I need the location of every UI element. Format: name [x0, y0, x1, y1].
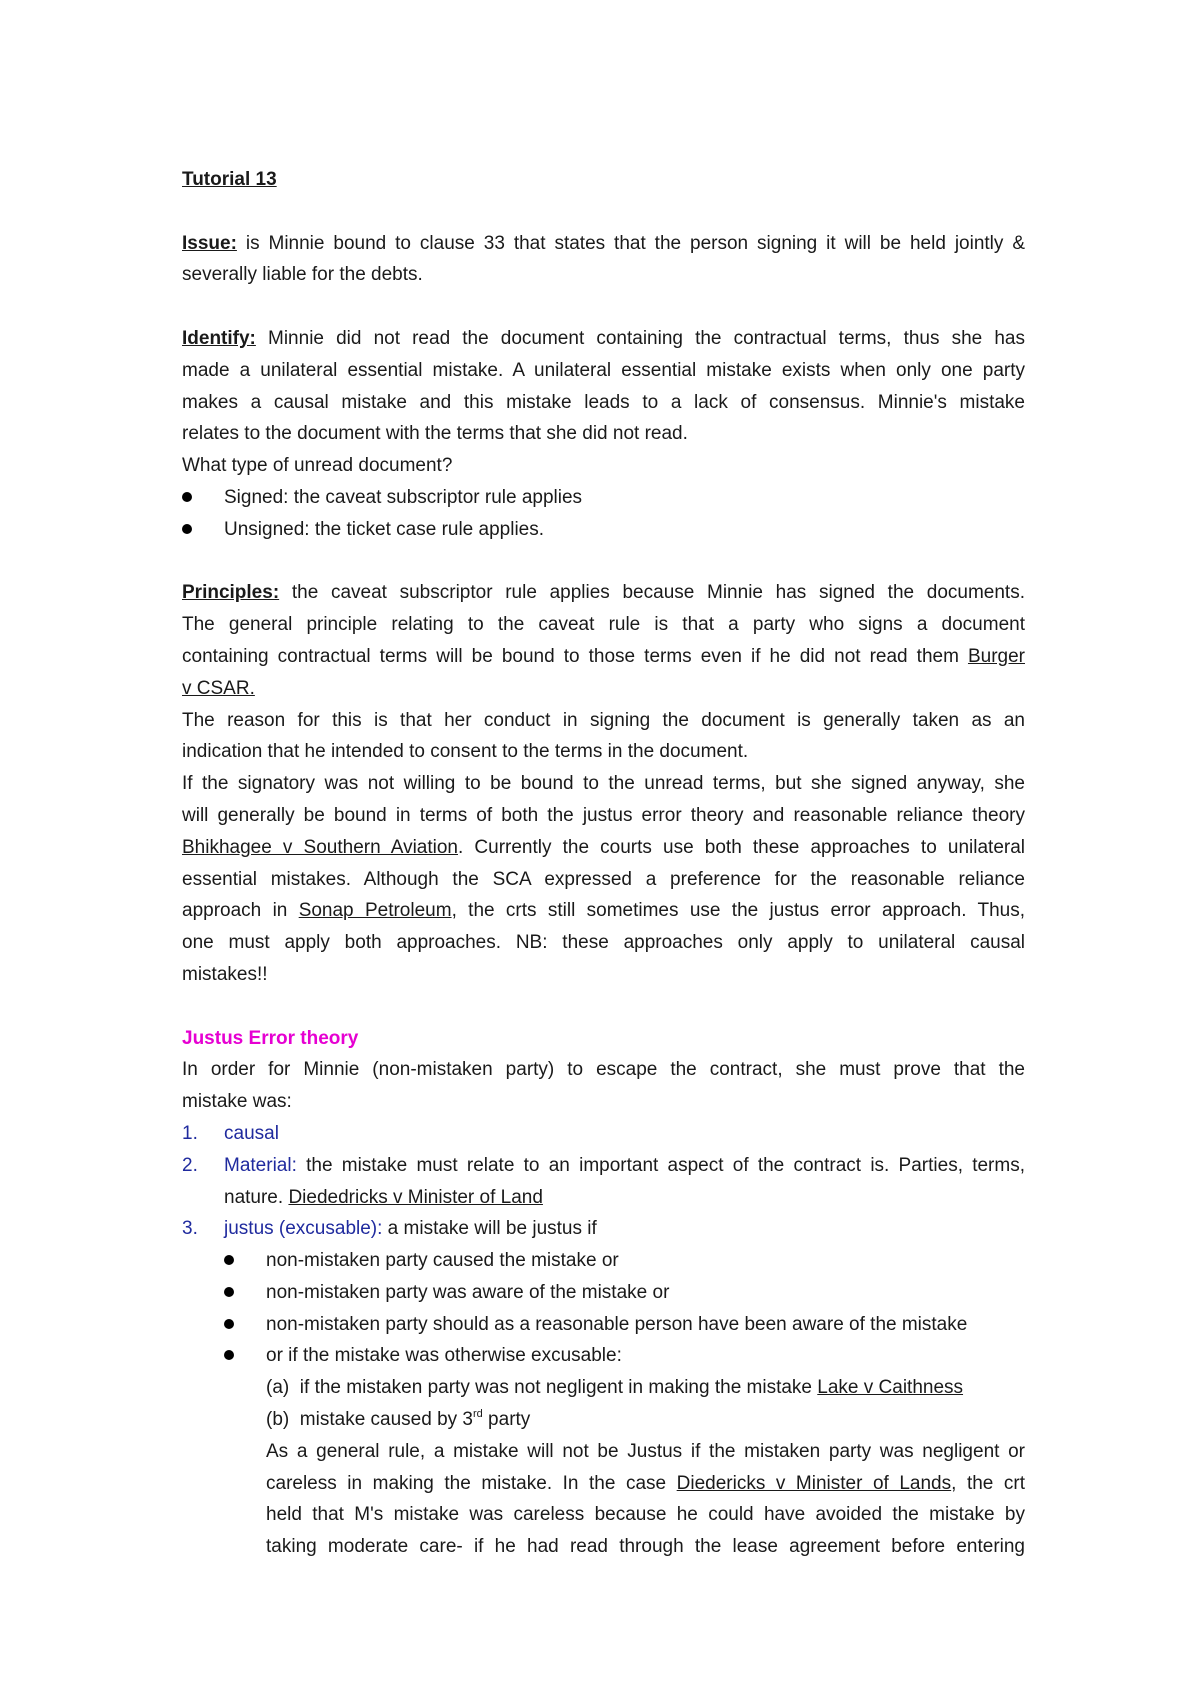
- list-item: Unsigned: the ticket case rule applies.: [182, 514, 1025, 546]
- principles-line-1: Principles: the caveat subscriptor rule applies because Minnie has signed the documents.: [182, 582, 1025, 604]
- issue-label: Issue:: [182, 232, 237, 254]
- bullet-icon: [224, 1340, 234, 1372]
- rule-line-4: taking moderate care- if he had read through the lease agreement before entering: [266, 1536, 1025, 1558]
- principles-p3-line-7: mistakes!!: [182, 963, 268, 985]
- principles-line-3: containing contractual terms will be bound to those terms even if he did not read them Burger: [182, 645, 1025, 667]
- principles-p3-line-4: essential mistakes. Although the SCA expressed a preference for the reasonable reliance: [182, 868, 1025, 890]
- bullet-icon: [182, 514, 192, 546]
- case-citation: v CSAR.: [182, 677, 255, 699]
- issue-line-1: Issue: is Minnie bound to clause 33 that states that the person signing it will be held jointly &: [182, 232, 1025, 254]
- identify-line-1: Identify: Minnie did not read the document containing the contractual terms, thus she has: [182, 327, 1025, 349]
- case-citation: Burger: [967, 645, 1025, 667]
- justus-intro-1: In order for Minnie (non-mistaken party) to escape the contract, she must prove that the: [182, 1059, 1025, 1081]
- document-page: [182, 164, 1025, 1563]
- page-title: Tutorial 13: [182, 169, 277, 190]
- case-citation: Diededricks v Minister of Land: [288, 1186, 543, 1208]
- sub-item-b: (b) mistake caused by 3rd party: [266, 1407, 531, 1431]
- list-item-continuation: nature. Diededricks v Minister of Land: [224, 1186, 543, 1208]
- case-citation: Diedericks v Minister of Lands: [676, 1472, 952, 1494]
- sub-item-a: (a) if the mistaken party was not negligent in making the mistake Lake v Caithness: [266, 1377, 964, 1399]
- case-citation: Bhikhagee v Southern Aviation: [182, 836, 458, 858]
- list-item: Signed: the caveat subscriptor rule applies: [182, 482, 1025, 514]
- justus-heading: Justus Error theory: [182, 1027, 359, 1049]
- principles-line-2: The general principle relating to the caveat rule is that a party who signs a document: [182, 614, 1025, 636]
- rule-line-2: careless in making the mistake. In the case Diedericks v Minister of Lands, the crt: [266, 1472, 1026, 1494]
- list-item: or if the mistake was otherwise excusable:: [182, 1340, 1025, 1372]
- bullet-icon: [224, 1309, 234, 1341]
- case-citation: Lake v Caithness: [817, 1377, 964, 1399]
- principles-p2-line-2: indication that he intended to consent to the terms in the document.: [182, 741, 749, 763]
- justus-intro-2: mistake was:: [182, 1091, 292, 1113]
- list-item: non-mistaken party was aware of the mistake or: [182, 1277, 1025, 1309]
- identify-line-4: relates to the document with the terms that she did not read.: [182, 423, 688, 445]
- list-item: non-mistaken party caused the mistake or: [182, 1245, 1025, 1277]
- list-item: 2. Material: the mistake must relate to an important aspect of the contract is. Parties, terms,: [182, 1154, 1025, 1176]
- list-item: non-mistaken party should as a reasonable person have been aware of the mistake: [182, 1309, 1025, 1341]
- rule-line-1: As a general rule, a mistake will not be Justus if the mistaken party was negligent or: [266, 1440, 1025, 1462]
- principles-label: Principles:: [182, 582, 280, 604]
- identify-line-3: makes a causal mistake and this mistake leads to a lack of consensus. Minnie's mistake: [182, 391, 1025, 413]
- bullet-icon: [182, 482, 192, 514]
- case-citation: Sonap Petroleum: [298, 900, 452, 922]
- bullet-icon: [224, 1277, 234, 1309]
- principles-p3-line-3: Bhikhagee v Southern Aviation. Currently the courts use both these approaches to unilateral: [182, 836, 1025, 858]
- principles-line-4: [182, 673, 1025, 705]
- list-item: 3. justus (excusable): a mistake will be justus if: [182, 1218, 597, 1240]
- principles-p2-line-1: The reason for this is that her conduct in signing the document is generally taken as an: [182, 709, 1025, 731]
- bullet-icon: [224, 1245, 234, 1277]
- principles-p3-line-1: If the signatory was not willing to be bound to the unread terms, but she signed anyway, she: [182, 773, 1025, 795]
- identify-line-2: made a unilateral essential mistake. A unilateral essential mistake exists when only one party: [182, 359, 1025, 381]
- issue-line-2: severally liable for the debts.: [182, 264, 423, 286]
- list-item: 1. causal: [182, 1122, 279, 1144]
- identify-label: Identify:: [182, 327, 256, 349]
- rule-line-3: held that M's mistake was careless because he could have avoided the mistake by: [266, 1504, 1025, 1526]
- principles-p3-line-5: approach in Sonap Petroleum, the crts still sometimes use the justus error approach. Thus,: [182, 900, 1025, 922]
- principles-p3-line-2: will generally be bound in terms of both the justus error theory and reasonable reliance theory: [182, 804, 1025, 826]
- principles-p3-line-6: one must apply both approaches. NB: these approaches only apply to unilateral causal: [182, 932, 1025, 954]
- identify-question: What type of unread document?: [182, 455, 453, 477]
